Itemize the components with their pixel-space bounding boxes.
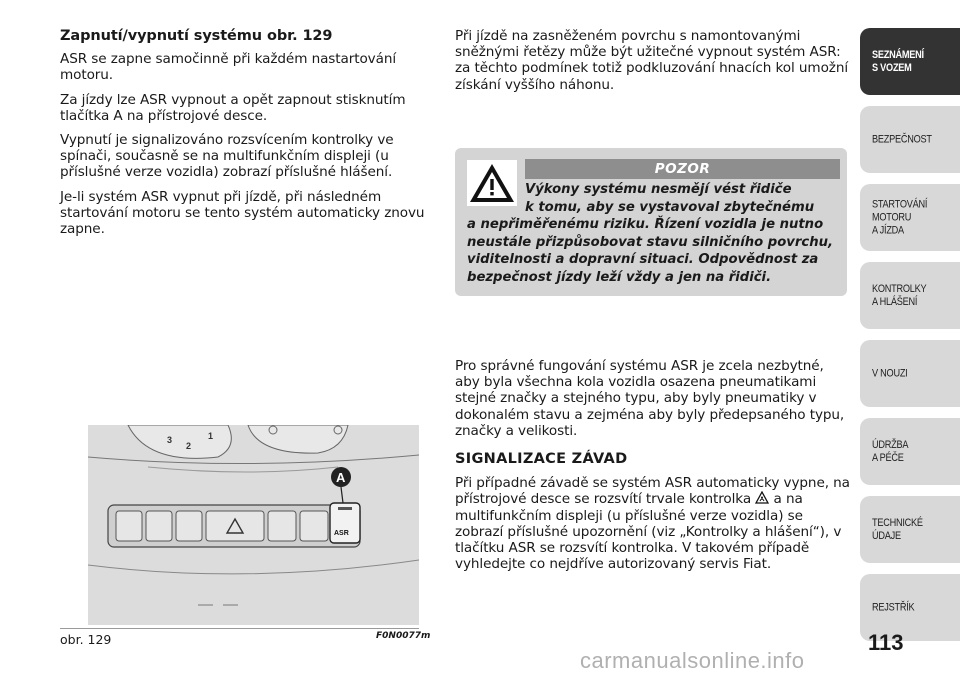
tab-label: STARTOVÁNÍ MOTORU A JÍZDA <box>872 198 928 236</box>
dial-number: 3 <box>167 435 173 445</box>
tab-label: SEZNÁMENÍ S VOZEM <box>872 48 924 74</box>
dial-number: 1 <box>208 431 214 441</box>
tab-seznameni[interactable] <box>860 28 960 95</box>
figure-caption: obr. 129 <box>60 632 112 647</box>
warning-header: POZOR <box>525 159 840 179</box>
warning-text <box>467 181 839 287</box>
tab-udrzba[interactable] <box>860 418 960 485</box>
tab-label: TECHNICKÉ ÚDAJE <box>872 516 923 542</box>
paragraph: Za jízdy lze ASR vypnout a opět zapnout stisknutím tlačítka A na přístrojové desce. <box>60 91 406 124</box>
tab-technicke[interactable] <box>860 496 960 563</box>
paragraph: Při jízdě na zasněženém povrchu s namontovanými sněžnými řetězy může být užitečné vypnout systém ASR: za těchto podmínek totiž podkluzování hnacích kol umožní získání vyššího náhonu. <box>455 28 849 93</box>
paragraph: Vypnutí je signalizováno rozsvícením kontrolky ve spínači, současně se na multifunkčním displeji (u příslušné verze vozidla) zobrazí příslušné hlášení. <box>60 132 394 181</box>
section-title-fault: SIGNALIZACE ZÁVAD <box>455 451 628 468</box>
warning-line: k tomu, aby se vystavoval zbytečnému <box>525 199 815 215</box>
tab-bezpecnost[interactable] <box>860 106 960 173</box>
tab-label: KONTROLKY A HLÁŠENÍ <box>872 282 927 308</box>
paragraph: ASR se zapne samočinně při každém nastartování motoru. <box>60 51 397 84</box>
right-column-lower <box>455 358 850 580</box>
section-title-asr-toggle: Zapnutí/vypnutí systému obr. 129 <box>60 28 333 44</box>
tab-label: ÚDRŽBA A PÉČE <box>872 438 909 464</box>
callout-label: A <box>336 470 346 485</box>
warning-box <box>455 148 847 296</box>
dial-number: 2 <box>186 441 192 451</box>
paragraph: Pro správné fungování systému ASR je zcela nezbytné, aby byla všechna kola vozidla osazena pneumatikami stejné značky a stejného typu, aby byly pneumatiky v dokonalém stavu a zejména aby byly předepsaného typu, značky a velikosti. <box>455 358 845 439</box>
watermark: carmanualsonline.info <box>580 648 805 673</box>
paragraph-part: Při případné závadě se systém ASR automaticky vypne, na přístrojové desce se rozsvítí trvale kontrolka <box>455 475 850 508</box>
paragraph-part: a na multifunkčním displeji (u příslušné verze vozidla) se zobrazí příslušné upozornění (viz „Kontrolky a hlášení“), v tlačítku ASR se rozsvítí kontrolka. V takovém případě vyhledejte co nejdříve autorizovaný servis Fiat. <box>455 491 842 573</box>
dashboard-illustration <box>88 425 419 625</box>
figure-code: F0N0077m <box>376 631 431 641</box>
warning-line: a nepřiměřenému riziku. Řízení vozidla je nutno neustále přizpůsobovat stavu silničního povrchu, viditelnosti a dopravní situaci. Odpovědnost za bezpečnost jízdy leží vždy a jen na řidiči. <box>467 217 833 285</box>
tab-label: V NOUZI <box>872 367 908 379</box>
left-column <box>60 28 430 245</box>
caption-rule <box>60 628 419 629</box>
warning-line: Výkony systému nesmějí vést řidiče <box>525 182 792 197</box>
page-number: 113 <box>868 630 904 655</box>
chapter-tabs <box>860 28 960 652</box>
right-column-intro <box>455 28 850 101</box>
tab-label: REJSTŘÍK <box>872 601 915 613</box>
asr-warning-light-icon <box>755 491 769 505</box>
paragraph: Je-li systém ASR vypnut při jízdě, při následném startování motoru se tento systém automaticky znovu zapne. <box>60 188 425 238</box>
tab-kontrolky[interactable] <box>860 262 960 329</box>
dashboard-figure <box>88 425 419 625</box>
tab-v-nouzi[interactable] <box>860 340 960 407</box>
tab-startovani[interactable] <box>860 184 960 251</box>
paragraph <box>455 475 850 572</box>
asr-button-label: ASR <box>334 530 349 537</box>
tab-label: BEZPEČNOST <box>872 133 932 145</box>
